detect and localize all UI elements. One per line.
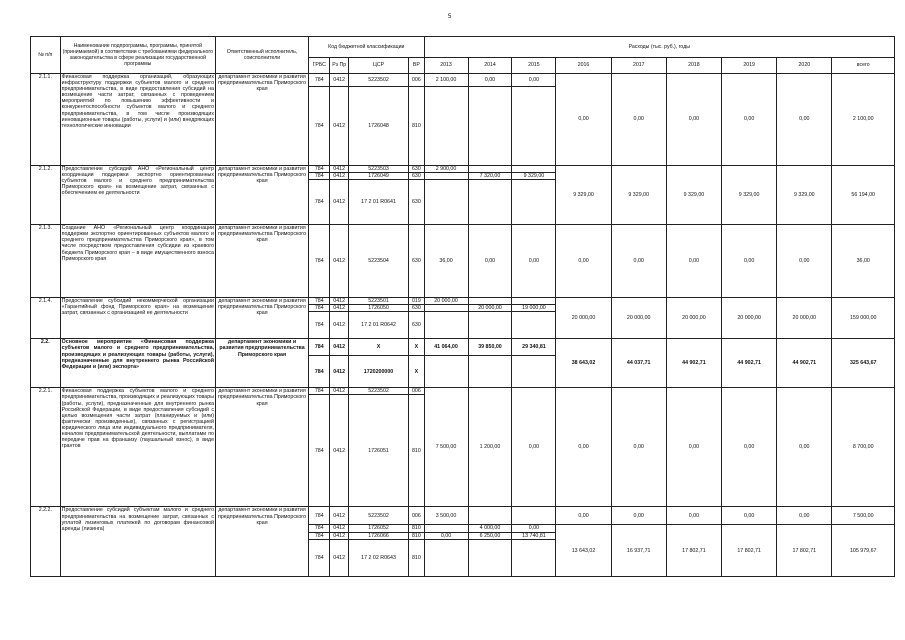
- cell-2013: 0,00: [424, 532, 468, 539]
- cell-grbs: 784: [309, 74, 330, 87]
- header-2017: 2017: [611, 58, 666, 74]
- cell-2013: 2 100,00: [424, 74, 468, 87]
- row-name: Финансовая поддержка субъектов малого и среднего предпринимательства, производящих и реализующих товары (работы, услуги), предназначенные для внутреннего рынка Российской Федерации, в виде предоставления субсидий с целью возмещения части затрат (планируемых и (или) фактически произведенных), связанных с регистрацией юридического лица или индивидуального предпринимателя, началом предпринимательской деятельности, выплатами по передаче прав на франшизу (паушальный взнос), в виде грантов: [60, 388, 215, 507]
- cell-2013: 3 500,00: [424, 507, 468, 525]
- row-num: 2.2.2.: [31, 507, 61, 576]
- cell-csr: 1726048: [348, 87, 408, 166]
- cell-total: 159 000,00: [832, 298, 895, 339]
- cell-rzpr: 0412: [330, 74, 348, 87]
- cell-vr: X: [409, 339, 424, 356]
- cell-2016: 0,00: [556, 225, 611, 298]
- cell-vr: 006: [409, 507, 424, 525]
- cell-rzpr: 0412: [330, 395, 348, 507]
- cell-2013: [424, 173, 468, 180]
- cell-vr: 810: [409, 539, 424, 576]
- cell-csr: 1726052: [348, 525, 408, 532]
- cell-2016: 38 643,02: [556, 339, 611, 388]
- cell-csr: 5223504: [348, 225, 408, 298]
- cell-2013: 7 500,00: [424, 388, 468, 507]
- cell-vr: 630: [409, 166, 424, 173]
- cell-grbs: 784: [309, 525, 330, 532]
- row-num: 2.1.3.: [31, 225, 61, 298]
- cell-2016: 0,00: [556, 74, 611, 166]
- cell-2014: [468, 180, 512, 225]
- cell-rzpr: 0412: [330, 298, 348, 305]
- cell-2014: [468, 312, 512, 339]
- row-num: 2.1.4.: [31, 298, 61, 339]
- cell-vr: 810: [409, 87, 424, 166]
- header-name: Наименование подпрограммы, программы, принятой (принимаемой) в соответствии с требованиями федерального законодательства в сфере реализации государственной программы: [60, 37, 215, 74]
- cell-2016: 13 643,02: [556, 525, 611, 576]
- cell-vr: 810: [409, 532, 424, 539]
- cell-2019: 20 000,00: [722, 298, 777, 339]
- cell-csr: 1726049: [348, 173, 408, 180]
- cell-2015: [512, 87, 556, 166]
- cell-grbs: 784: [309, 305, 330, 312]
- cell-2014: 7 320,00: [468, 173, 512, 180]
- cell-2017: 20 000,00: [611, 298, 666, 339]
- cell-2014: 6 250,00: [468, 532, 512, 539]
- cell-2020: 0,00: [777, 74, 832, 166]
- row-exec: департамент экономики и развития предпринимательства Приморского края: [216, 298, 309, 339]
- budget-table: [30, 36, 895, 577]
- cell-csr: 5223503: [348, 166, 408, 173]
- cell-2015: 29 340,81: [512, 339, 556, 356]
- cell-grbs: 784: [309, 180, 330, 225]
- row-num: 2.2.1.: [31, 388, 61, 507]
- cell-grbs: 784: [309, 507, 330, 525]
- row-num: 2.1.2.: [31, 166, 61, 225]
- cell-2014: [468, 166, 512, 173]
- cell-2014: [468, 87, 512, 166]
- cell-total: 7 500,00: [832, 507, 895, 525]
- cell-2014: [468, 507, 512, 525]
- cell-total: 56 194,00: [832, 166, 895, 225]
- row-name: Создание АНО «Региональный центр координации поддержки экспортно ориентированных субъектов малого и среднего предпринимательства Приморского края», в том числе посредством предоставления субсидии из краевого бюджета Приморского края – в виде имущественного взноса Приморского края: [60, 225, 215, 298]
- cell-2014: 20 000,00: [468, 305, 512, 312]
- cell-2013: [424, 356, 468, 388]
- cell-vr: 810: [409, 525, 424, 532]
- cell-vr: 630: [409, 225, 424, 298]
- cell-vr: X: [409, 356, 424, 388]
- cell-grbs: 784: [309, 166, 330, 173]
- header-2020: 2020: [777, 58, 832, 74]
- cell-2013: [424, 305, 468, 312]
- header-exp-group: Расходы (тыс. руб.), годы: [424, 37, 894, 58]
- cell-2014: 4 000,00: [468, 525, 512, 532]
- cell-grbs: 784: [309, 395, 330, 507]
- header-2019: 2019: [722, 58, 777, 74]
- cell-2020: 0,00: [777, 507, 832, 525]
- cell-2013: 36,00: [424, 225, 468, 298]
- cell-2018: 44 902,71: [666, 339, 721, 388]
- cell-vr: 810: [409, 395, 424, 507]
- cell-2015: [512, 356, 556, 388]
- page-number: 5: [448, 14, 452, 20]
- cell-2018: 0,00: [666, 507, 721, 525]
- cell-2016: 0,00: [556, 507, 611, 525]
- cell-2019: 0,00: [722, 507, 777, 525]
- cell-2014: 1 200,00: [468, 388, 512, 507]
- cell-grbs: 784: [309, 532, 330, 539]
- cell-vr: 630: [409, 312, 424, 339]
- cell-2017: 0,00: [611, 388, 666, 507]
- cell-2014: 39 850,00: [468, 339, 512, 356]
- header-2018: 2018: [666, 58, 721, 74]
- cell-csr: 5223502: [348, 388, 408, 395]
- cell-2014: 0,00: [468, 225, 512, 298]
- cell-rzpr: 0412: [330, 507, 348, 525]
- cell-2020: 17 802,71: [777, 525, 832, 576]
- cell-2017: 0,00: [611, 225, 666, 298]
- cell-rzpr: 0412: [330, 225, 348, 298]
- row-name: Предоставление субсидий некоммерческой организации «Гарантийный фонд Приморского края» на возмещение затрат, связанных с организацией ее деятельности: [60, 298, 215, 339]
- cell-2014: [468, 356, 512, 388]
- cell-csr: 5223502: [348, 74, 408, 87]
- cell-2016: 20 000,00: [556, 298, 611, 339]
- cell-2016: 0,00: [556, 388, 611, 507]
- cell-2019: 0,00: [722, 74, 777, 166]
- cell-grbs: 784: [309, 173, 330, 180]
- cell-vr: 630: [409, 173, 424, 180]
- cell-2015: 0,00: [512, 225, 556, 298]
- cell-grbs: 784: [309, 539, 330, 576]
- cell-2018: 0,00: [666, 74, 721, 166]
- cell-csr: 5223501: [348, 298, 408, 305]
- cell-2015: [512, 507, 556, 525]
- cell-2015: [512, 539, 556, 576]
- cell-csr: 5223502: [348, 507, 408, 525]
- cell-2018: 17 802,71: [666, 525, 721, 576]
- cell-2020: 9 329,00: [777, 166, 832, 225]
- cell-2015: 0,00: [512, 525, 556, 532]
- cell-csr: 1726050: [348, 305, 408, 312]
- cell-grbs: 784: [309, 225, 330, 298]
- cell-2019: 44 902,71: [722, 339, 777, 388]
- cell-csr: X: [348, 339, 408, 356]
- cell-total: 8 700,00: [832, 388, 895, 507]
- row-name: Основное мероприятие «Финансовая поддержка субъектов малого и среднего предпринимательства, производящих и реализующих товары (работы, услуги), предназначенные для внутреннего рынка Российской Федерации и (или) экспорта»: [60, 339, 215, 388]
- cell-rzpr: 0412: [330, 525, 348, 532]
- cell-2015: 0,00: [512, 388, 556, 507]
- cell-2015: [512, 312, 556, 339]
- cell-2013: [424, 525, 468, 532]
- cell-2019: 9 329,00: [722, 166, 777, 225]
- cell-total: 325 643,67: [832, 339, 895, 388]
- header-vr: ВР: [409, 58, 424, 74]
- cell-vr: 006: [409, 74, 424, 87]
- cell-csr: 17 2 01 R0642: [348, 312, 408, 339]
- cell-2017: 0,00: [611, 74, 666, 166]
- cell-rzpr: 0412: [330, 87, 348, 166]
- row-exec: департамент экономики и развития предпринимательства Приморского края: [216, 225, 309, 298]
- cell-2018: 9 329,00: [666, 166, 721, 225]
- cell-2020: 0,00: [777, 225, 832, 298]
- cell-rzpr: 0412: [330, 339, 348, 356]
- cell-2015: 9 329,00: [512, 173, 556, 180]
- cell-rzpr: 0412: [330, 312, 348, 339]
- cell-vr: 019: [409, 298, 424, 305]
- cell-2019: 0,00: [722, 225, 777, 298]
- row-num: 2.2.: [31, 339, 61, 388]
- cell-rzpr: 0412: [330, 356, 348, 388]
- cell-2019: 0,00: [722, 388, 777, 507]
- row-exec: департамент экономики и развития предпринимательства Приморского края: [216, 166, 309, 225]
- cell-grbs: 784: [309, 87, 330, 166]
- row-name: Предоставление субсидий АНО «Региональный центр координации поддержки экспортно ориентированных субъектов малого и среднего предпринимательства Приморского края» на возмещение затрат, связанных с обеспечением ее деятельности: [60, 166, 215, 225]
- cell-total: 2 100,00: [832, 74, 895, 166]
- cell-2013: 41 064,00: [424, 339, 468, 356]
- cell-2017: 44 037,71: [611, 339, 666, 388]
- header-exec: Ответственный исполнитель, соисполнители: [216, 37, 309, 74]
- cell-2015: 19 000,00: [512, 305, 556, 312]
- cell-vr: 006: [409, 388, 424, 395]
- header-total: всего: [832, 58, 895, 74]
- header-num: № п/п: [31, 37, 61, 74]
- cell-vr: 630: [409, 305, 424, 312]
- cell-2013: [424, 87, 468, 166]
- header-code-group: Код бюджетной классификации: [309, 37, 425, 58]
- cell-csr: 17 2 01 R0641: [348, 180, 408, 225]
- row-exec: департамент экономики и развития предпринимательства Приморского края: [216, 388, 309, 507]
- cell-grbs: 784: [309, 356, 330, 388]
- cell-2017: 16 937,71: [611, 525, 666, 576]
- row-exec: департамент экономики и развития предпринимательства Приморского края: [216, 74, 309, 166]
- cell-2016: 9 329,00: [556, 166, 611, 225]
- cell-2018: 0,00: [666, 225, 721, 298]
- cell-2013: 2 900,00: [424, 166, 468, 173]
- cell-2019: 17 802,71: [722, 525, 777, 576]
- row-exec: департамент экономики и развития предпринимательства Приморского края: [216, 507, 309, 576]
- cell-csr: 1726066: [348, 532, 408, 539]
- cell-2014: [468, 539, 512, 576]
- cell-2013: [424, 539, 468, 576]
- cell-grbs: 784: [309, 312, 330, 339]
- cell-2015: 0,00: [512, 74, 556, 87]
- header-grbs: ГРБС: [309, 58, 330, 74]
- cell-2020: 44 902,71: [777, 339, 832, 388]
- header-2014: 2014: [468, 58, 512, 74]
- cell-2013: [424, 312, 468, 339]
- cell-2020: 0,00: [777, 388, 832, 507]
- cell-2014: [468, 298, 512, 305]
- cell-total: 36,00: [832, 225, 895, 298]
- cell-rzpr: 0412: [330, 532, 348, 539]
- cell-2014: 0,00: [468, 74, 512, 87]
- cell-2013: [424, 180, 468, 225]
- cell-csr: 1720200000: [348, 356, 408, 388]
- cell-rzpr: 0412: [330, 166, 348, 173]
- cell-grbs: 784: [309, 388, 330, 395]
- row-name: Финансовая поддержка организаций, образующих инфраструктуру поддержки субъектов малого и среднего предпринимательства, в виде предоставления субсидий на возмещение части затрат, связанных с проведением мероприятий по повышению эффективности и конкурентоспособности субъектов малого и среднего предпринимательства, в том числе производящих инновационные товары (работы, услуги) и (или) внедряющих технологические инновации: [60, 74, 215, 166]
- cell-vr: 630: [409, 180, 424, 225]
- cell-2018: 20 000,00: [666, 298, 721, 339]
- cell-2017: 0,00: [611, 507, 666, 525]
- cell-2018: 0,00: [666, 388, 721, 507]
- header-2013: 2013: [424, 58, 468, 74]
- row-exec: департамент экономики и развития предпринимательства Приморского края: [216, 339, 309, 388]
- header-rzpr: Рз Пр: [330, 58, 348, 74]
- cell-rzpr: 0412: [330, 305, 348, 312]
- header-csr: ЦСР: [348, 58, 408, 74]
- header-2016: 2016: [556, 58, 611, 74]
- cell-2015: [512, 166, 556, 173]
- cell-grbs: 784: [309, 339, 330, 356]
- cell-rzpr: 0412: [330, 180, 348, 225]
- cell-rzpr: 0412: [330, 539, 348, 576]
- cell-2015: 13 740,81: [512, 532, 556, 539]
- row-name: Предоставление субсидий субъектам малого и среднего предпринимательства на возмещение затрат, связанных с уплатой лизинговых платежей по договорам финансовой аренды (лизинга): [60, 507, 215, 576]
- cell-csr: 1726051: [348, 395, 408, 507]
- cell-rzpr: 0412: [330, 173, 348, 180]
- cell-2017: 9 329,00: [611, 166, 666, 225]
- cell-csr: 17 2 02 R0643: [348, 539, 408, 576]
- cell-2015: [512, 180, 556, 225]
- cell-rzpr: 0412: [330, 388, 348, 395]
- header-2015: 2015: [512, 58, 556, 74]
- cell-grbs: 784: [309, 298, 330, 305]
- cell-2020: 20 000,00: [777, 298, 832, 339]
- cell-2015: [512, 298, 556, 305]
- row-num: 2.1.1.: [31, 74, 61, 166]
- cell-total: 105 979,67: [832, 525, 895, 576]
- cell-2013: 20 000,00: [424, 298, 468, 305]
